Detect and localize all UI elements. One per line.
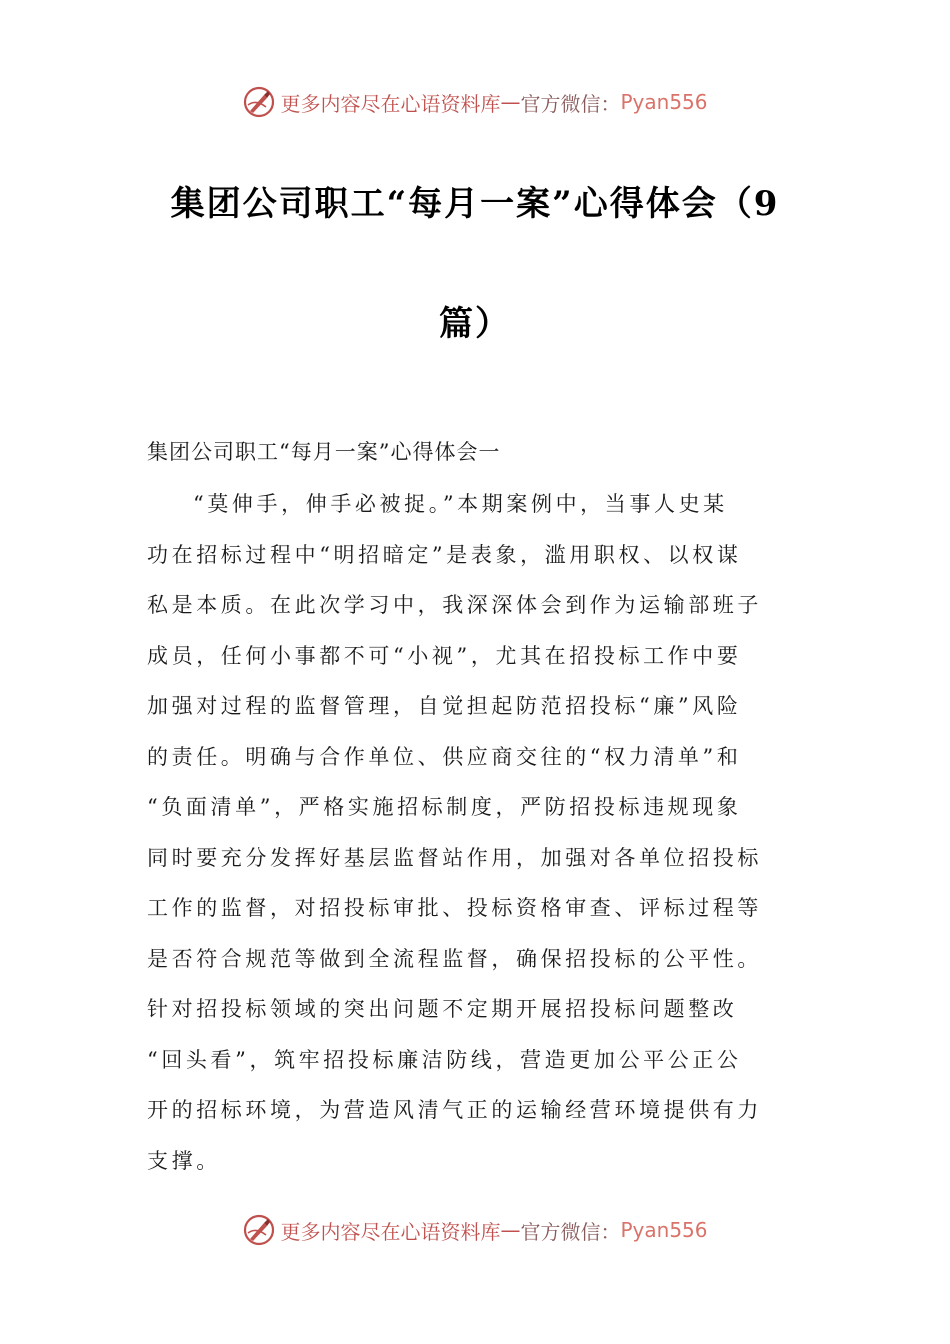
body-line: 加强对过程的监督管理，自觉担起防范招投标“廉”风险 (147, 694, 742, 718)
watermark-handle: Pyan556 (620, 1218, 708, 1242)
body-line: “莫伸手，伸手必被捉。”本期案例中，当事人史某 (193, 492, 728, 516)
body-line: 成员，任何小事都不可“小视”，尤其在招投标工作中要 (147, 643, 742, 668)
watermark-site-text: 更多内容尽在心语资料库 (280, 1219, 501, 1244)
document-title-line-1: 集团公司职工“每月一案”心得体会（9 (170, 184, 780, 224)
body-line: 私是本质。在此次学习中，我深深体会到作为运输部班子 (147, 593, 762, 617)
pen-logo-icon (242, 1213, 276, 1247)
document-title-line-2: 篇） (439, 304, 511, 344)
body-paragraph (147, 479, 807, 1186)
body-line: “回头看”，筑牢招投标廉洁防线，营造更加公平公正公 (147, 1047, 742, 1072)
footer-watermark (0, 1210, 950, 1250)
body-line: 针对招投标领域的突出问题不定期开展招投标问题整改 (147, 997, 738, 1021)
header-watermark (0, 82, 950, 122)
body-line: 的责任。明确与合作单位、供应商交往的“权力清单”和 (147, 744, 742, 769)
section-heading: 集团公司职工“每月一案”心得体会一 (147, 440, 501, 464)
body-line: 是否符合规范等做到全流程监督，确保招投标的公平性。 (147, 946, 762, 971)
watermark-separator: — (500, 90, 521, 114)
body-line: 功在招标过程中“明招暗定”是表象，滥用职权、以权谋 (147, 542, 742, 567)
body-line: 支撑。 (147, 1148, 221, 1173)
body-line: 同时要充分发挥好基层监督站作用，加强对各单位招投标 (147, 845, 762, 870)
body-line: 工作的监督，对招投标审批、投标资格审查、评标过程等 (147, 896, 762, 920)
watermark-official-label: 官方微信： (520, 91, 621, 116)
watermark-site-text: 更多内容尽在心语资料库 (280, 91, 501, 116)
watermark-separator: — (500, 1218, 521, 1242)
watermark-handle: Pyan556 (620, 90, 708, 114)
watermark-official-label: 官方微信： (520, 1219, 621, 1244)
pen-logo-icon (242, 85, 276, 119)
body-line: 开的招标环境，为营造风清气正的运输经营环境提供有力 (147, 1098, 762, 1122)
body-line: “负面清单”，严格实施招标制度，严防招投标违规现象 (147, 795, 742, 819)
